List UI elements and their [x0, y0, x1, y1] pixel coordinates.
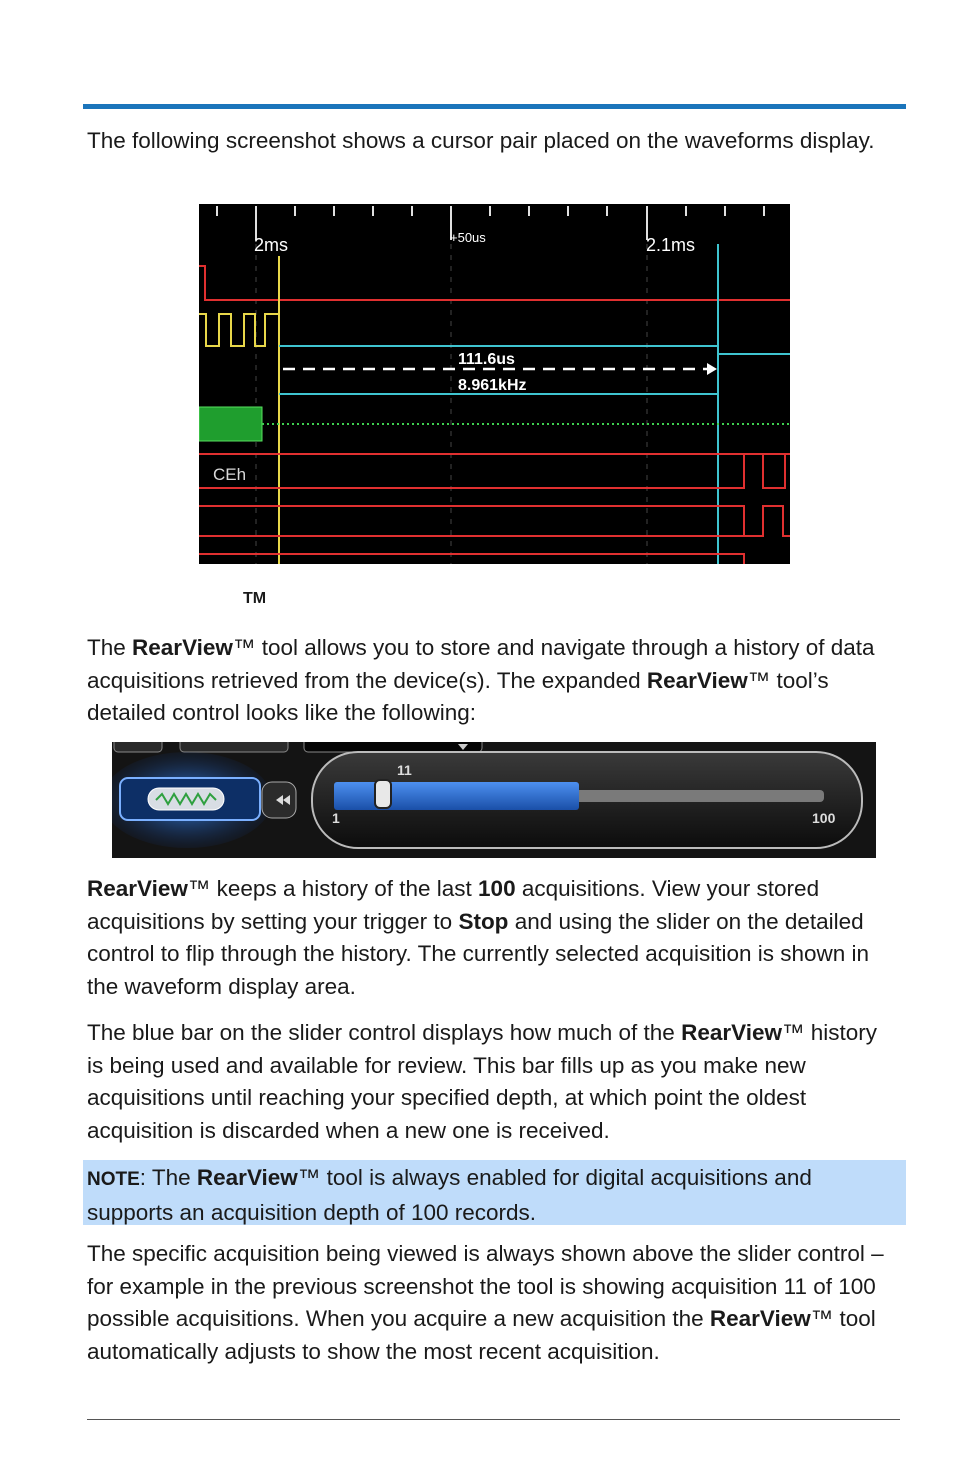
cursor-b-label: 2.1ms — [646, 235, 696, 255]
slider-min-label: 1 — [332, 810, 340, 826]
rearview-control-screenshot — [112, 742, 876, 858]
frequency-readout: 8.961kHz — [458, 377, 527, 394]
toolbar-dropdown[interactable] — [304, 742, 482, 752]
waveform-display — [199, 204, 790, 564]
slider-thumb[interactable] — [375, 780, 391, 808]
toolbar-tab-2[interactable] — [180, 742, 288, 752]
paragraph-rearview-intro: The RearView™ tool allows you to store and navigate through a history of data acquisitions retrieved from the device(s). The expanded RearView™ tool’s detailed control looks like the following: — [87, 635, 875, 725]
intro-paragraph: The following screenshot shows a cursor pair placed on the waveforms display. — [87, 128, 875, 153]
header-rule — [83, 104, 906, 109]
history-fill-bar — [334, 782, 579, 810]
caption-trademark: TM — [243, 590, 267, 607]
note-text: NOTE: The RearView™ tool is always enabled for digital acquisitions and supports an acquisition depth of 100 records. — [87, 1165, 812, 1225]
bus-segment — [199, 407, 262, 441]
bus-value-label: CEh — [213, 465, 247, 484]
paragraph-blue-bar: The blue bar on the slider control displays how much of the RearView™ history is being used and available for review. This bar fills up as you make new acquisitions until reaching your specified depth, at which point the oldest acquisition is discarded when a new one is received. — [87, 1020, 878, 1143]
note-callout — [83, 1160, 906, 1225]
toolbar-tab-1[interactable] — [114, 742, 162, 752]
current-acquisition-label: 11 — [397, 762, 412, 778]
paragraph-history: RearView™ keeps a history of the last 100 acquisitions. View your stored acquisitions by setting your trigger to Stop and using the slider on the detailed control to flip through the history. The currently selected acquisition is shown in the waveform display area. — [87, 876, 870, 999]
cursor-a-label: 2ms — [254, 235, 289, 255]
footer-rule — [87, 1419, 900, 1420]
rearview-waveform-icon — [148, 788, 224, 810]
delta-time-readout: 111.6us — [458, 351, 515, 368]
trigger-offset-label: +50us — [450, 230, 486, 245]
paragraph-current-acquisition: The specific acquisition being viewed is always shown above the slider control – for example in the previous screenshot the tool is showing acquisition 11 of 100 possible acquisitions. When you acquire a new acquisition the RearView™ tool automatically adjusts to show the most recent acquisition. — [87, 1241, 884, 1364]
waveform-screenshot — [199, 204, 790, 564]
slider-max-label: 100 — [812, 810, 836, 826]
rearview-control — [112, 742, 876, 858]
